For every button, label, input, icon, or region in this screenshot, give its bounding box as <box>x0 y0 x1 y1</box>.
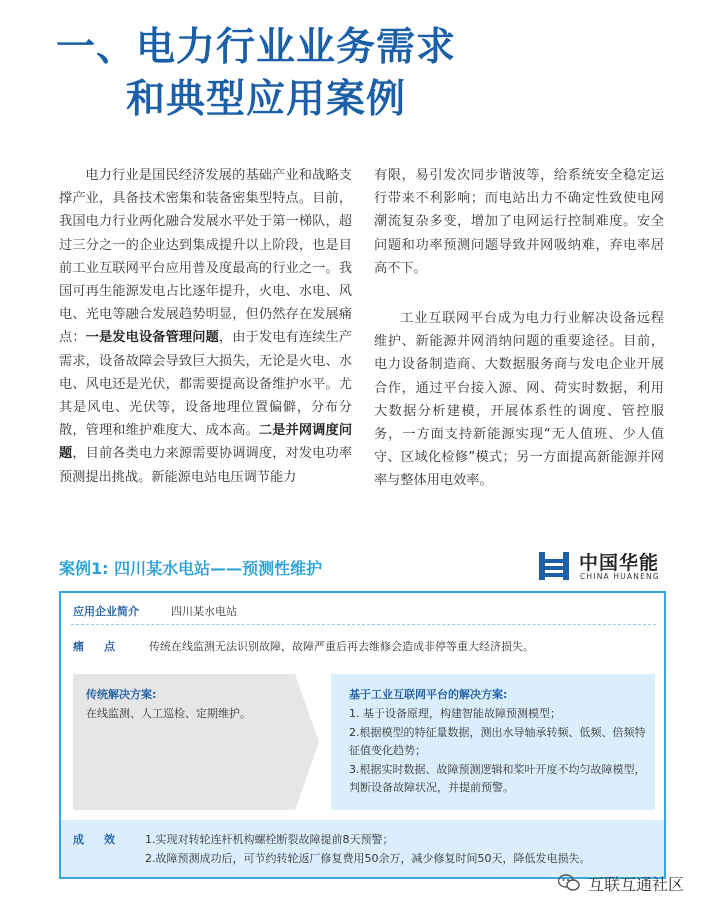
case-box <box>59 591 666 879</box>
page-title-line1: 一、电力行业业务需求 <box>56 25 457 70</box>
page-title-line2: 和典型应用案例 <box>126 77 407 122</box>
huaneng-logo-icon <box>537 550 571 582</box>
platform-solution-panel <box>331 674 655 810</box>
platform-solution-item: 3.根据实时数据、故障预测逻辑和桨叶开度不均匀故障模型，判断设备故障状况，并提前预警。 <box>349 762 646 795</box>
result-item: 2.故障预测成功后，可节约转轮返厂修复费用50余万，减少修复时间50天，降低发电损失。 <box>145 852 591 865</box>
paragraph-1-continued <box>374 164 664 280</box>
body-text-left <box>59 164 352 489</box>
p1-part-d-cont: 有限，易引发次同步谐波等，给系统安全稳定运行带来不利影响；而电站出力不确定性致使电网潮流复杂多变，增加了电网运行控制难度。安全问题和功率预测问题导致并网吸纳难，弃电率居高不下。 <box>374 168 664 276</box>
platform-solution-title: 基于工业互联网平台的解决方案: <box>349 688 508 701</box>
p1-part-d: ，目前各类电力来源需要协调调度，对发电功率预测提出挑战。新能源电站电压调节能力 <box>59 446 353 485</box>
huaneng-logo <box>537 548 677 584</box>
paragraph-2: 工业互联网平台成为电力行业解决设备远程维护、新能源并网消纳问题的重要途径。目前，电力设备制造商、大数据服务商与发电企业开展合作，通过平台接入源、网、荷实时数据，利用大数据分析建模，开展体系性的调度、管控服务，一方面支持新能源实现“无人值班、少人值守、区域化检修”模式；另一方面提高新能源并网率与整体用电效率。 <box>374 311 664 489</box>
p1-bold-2: 二是并网调度问题 <box>59 423 353 462</box>
p1-bold-1: 一是发电设备管理问题 <box>85 330 219 346</box>
case-title: 案例1: 四川某水电站——预测性维护 <box>59 559 323 578</box>
wechat-icon <box>558 874 580 892</box>
logo-chinese-name: 中国华能 <box>579 552 660 574</box>
company-intro-row <box>71 601 656 625</box>
company-intro-value: 四川某水电站 <box>171 605 237 618</box>
traditional-solution-title: 传统解决方案: <box>86 688 157 701</box>
result-item: 1.实现对转轮连杆机构螺栓断裂故障提前8天预警； <box>145 833 394 846</box>
result-label: 成效 <box>73 833 135 846</box>
pain-point-label: 痛点 <box>73 640 135 653</box>
traditional-solution-panel <box>73 674 319 810</box>
p1-part-c: ，由于发电有连续生产需求，设备故障会导致巨大损失，无论是火电、水电、风电还是光伏，都需要提高设备维护水平。尤其是风电、光伏等，设备地理位置偏僻，分布分散，管理和维护难度大、成本高。 <box>59 330 353 439</box>
traditional-solution-body: 在线监测、人工巡检、定期维护。 <box>86 707 251 720</box>
body-text-right <box>374 164 664 493</box>
platform-solution-item: 1. 基于设备原理，构建智能故障预测模型； <box>349 707 561 720</box>
result-list <box>145 830 591 868</box>
platform-solution-list <box>349 705 647 798</box>
wechat-watermark <box>558 870 708 896</box>
page-title <box>56 22 456 126</box>
logo-english-name: CHINA HUANENG <box>580 572 660 581</box>
paragraph-1 <box>59 164 352 489</box>
platform-solution-item: 2.根据模型的特征量数据，测出水导轴承转频、低频、倍频特征值变化趋势； <box>349 725 646 758</box>
pain-point-value: 传统在线监测无法识别故障，故障严重后再去维修会造成非停等重大经济损失。 <box>149 640 534 653</box>
p1-part-a: 电力行业是国民经济发展的基础产业和战略支撑产业，具备技术密集和装备密集型特点。目前，我国电力行业两化融合发展水平处于第一梯队，超过三分之一的企业达到集成提升以上阶段，也是目前工业互联网平台应用普及度最高的行业之一。我国可再生能源发电占比逐年提升，火电、水电、风电、光电等融合发展趋势明显，但仍然存在发展痛点： <box>59 168 352 346</box>
company-intro-label: 应用企业简介 <box>73 605 139 618</box>
watermark-text: 互联互通社区 <box>588 875 685 894</box>
result-panel <box>61 820 664 877</box>
